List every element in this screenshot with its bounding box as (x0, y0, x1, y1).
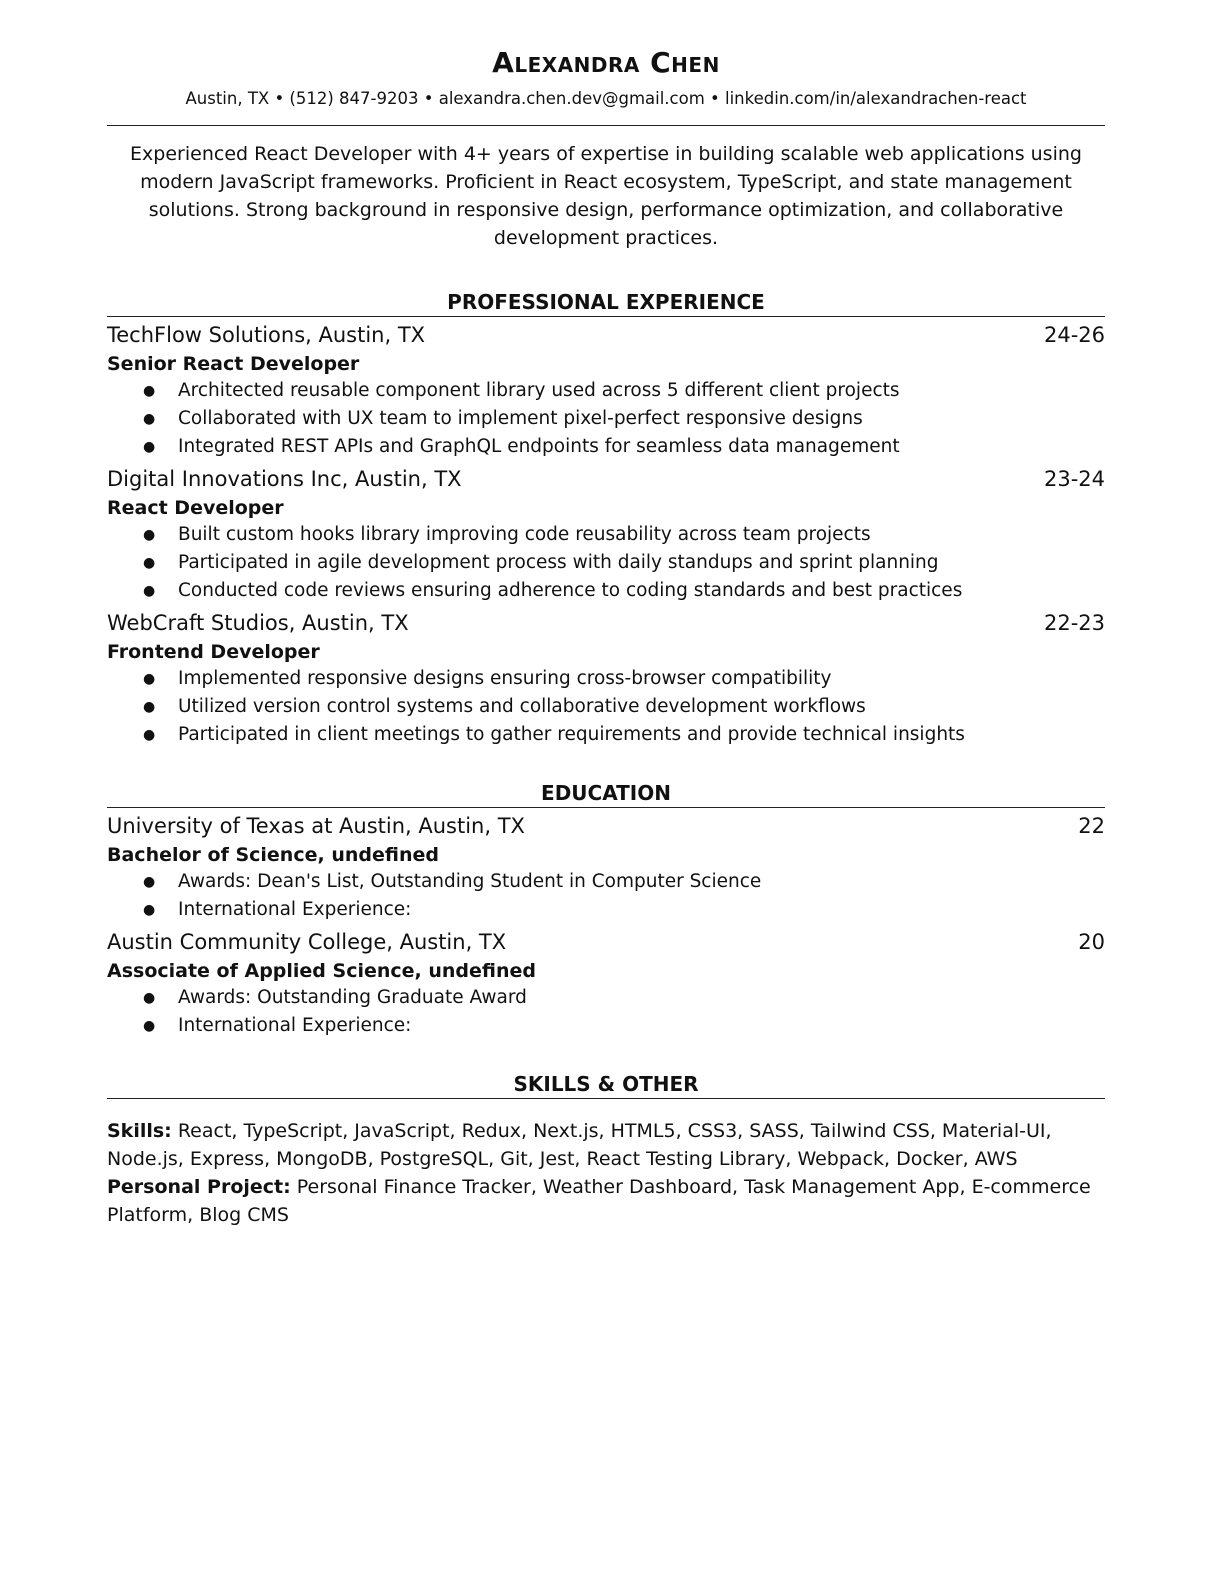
bullet-icon: ● (143, 671, 156, 687)
bullet-text: Built custom hooks library improving code reusability across team projects (178, 524, 871, 545)
education-section-title: EDUCATION (107, 779, 1105, 808)
job-title: Frontend Developer (107, 641, 320, 663)
project-list: Personal Finance Tracker, Weather Dashboard, Task Management App, E-commerce Platform, Blog CMS (107, 1176, 1091, 1226)
resume-header (107, 44, 1105, 112)
entry-heading (107, 463, 1105, 495)
project-line (107, 1173, 1105, 1229)
list-item (107, 868, 1105, 896)
bullet-icon: ● (143, 990, 156, 1006)
job-title: React Developer (107, 497, 284, 519)
bullet-text: Awards: Outstanding Graduate Award (178, 987, 527, 1008)
bullet-text: Participated in agile development process with daily standups and sprint planning (178, 552, 939, 573)
list-item (107, 984, 1105, 1012)
list-item (107, 433, 1105, 461)
project-label: Personal Project: (107, 1176, 291, 1198)
graduation-date: 20 (1078, 930, 1105, 954)
list-item (107, 693, 1105, 721)
list-item (107, 549, 1105, 577)
list-item (107, 377, 1105, 405)
contact-line: Austin, TX • (512) 847-9203 • alexandra.chen.dev@gmail.com • linkedin.com/in/alexandrachen-react (185, 89, 1027, 108)
degree-title: Bachelor of Science, undefined (107, 844, 439, 866)
bullet-icon: ● (143, 439, 156, 455)
employer-name: Digital Innovations Inc, Austin, TX (107, 467, 462, 491)
employer-name: WebCraft Studios, Austin, TX (107, 611, 409, 635)
bullet-list (107, 984, 1105, 1040)
entry-heading (107, 319, 1105, 351)
skills-line (107, 1117, 1105, 1173)
education-entry (107, 926, 1105, 1040)
degree-title: Associate of Applied Science, undefined (107, 960, 537, 982)
skills-label: Skills: (107, 1120, 172, 1142)
graduation-date: 22 (1078, 814, 1105, 838)
header-divider (107, 125, 1105, 126)
entry-heading (107, 926, 1105, 958)
bullet-icon: ● (143, 699, 156, 715)
list-item (107, 1012, 1105, 1040)
bullet-text: Utilized version control systems and collaborative development workflows (178, 696, 866, 717)
employment-dates: 22-23 (1043, 611, 1105, 635)
bullet-icon: ● (143, 383, 156, 399)
employment-dates: 24-26 (1043, 323, 1105, 347)
candidate-name: Alexandra Chen (492, 46, 720, 79)
bullet-icon: ● (143, 727, 156, 743)
list-item (107, 896, 1105, 924)
bullet-icon: ● (143, 583, 156, 599)
bullet-icon: ● (143, 902, 156, 918)
bullet-list (107, 521, 1105, 605)
school-name: Austin Community College, Austin, TX (107, 930, 507, 954)
experience-section-title: PROFESSIONAL EXPERIENCE (107, 288, 1105, 317)
bullet-list (107, 868, 1105, 924)
experience-entry (107, 607, 1105, 749)
bullet-text: Participated in client meetings to gather requirements and provide technical insights (178, 724, 965, 745)
bullet-text: Architected reusable component library used across 5 different client projects (178, 380, 900, 401)
experience-entry (107, 463, 1105, 605)
experience-entry (107, 319, 1105, 461)
list-item (107, 577, 1105, 605)
bullet-icon: ● (143, 874, 156, 890)
skills-list: React, TypeScript, JavaScript, Redux, Next.js, HTML5, CSS3, SASS, Tailwind CSS, Material-UI, Node.js, Express, MongoDB, PostgreSQL, Git, Jest, React Testing Library, Webpack, Docker, AWS (107, 1120, 1052, 1170)
bullet-text: International Experience: (178, 899, 412, 920)
bullet-text: Conducted code reviews ensuring adherence to coding standards and best practices (178, 580, 963, 601)
bullet-text: Implemented responsive designs ensuring cross-browser compatibility (178, 668, 832, 689)
employer-name: TechFlow Solutions, Austin, TX (107, 323, 426, 347)
list-item (107, 721, 1105, 749)
bullet-text: International Experience: (178, 1015, 412, 1036)
bullet-text: Collaborated with UX team to implement pixel-perfect responsive designs (178, 408, 863, 429)
education-entry (107, 810, 1105, 924)
bullet-icon: ● (143, 1018, 156, 1034)
list-item (107, 665, 1105, 693)
skills-section-title: SKILLS & OTHER (107, 1070, 1105, 1099)
entry-heading (107, 607, 1105, 639)
list-item (107, 405, 1105, 433)
employment-dates: 23-24 (1043, 467, 1105, 491)
bullet-icon: ● (143, 527, 156, 543)
bullet-text: Awards: Dean's List, Outstanding Student in Computer Science (178, 871, 762, 892)
bullet-icon: ● (143, 411, 156, 427)
bullet-icon: ● (143, 555, 156, 571)
bullet-text: Integrated REST APIs and GraphQL endpoints for seamless data management (178, 436, 900, 457)
list-item (107, 521, 1105, 549)
professional-summary: Experienced React Developer with 4+ years of expertise in building scalable web applications using modern JavaScript frameworks. Proficient in React ecosystem, TypeScript, and state management solutions. Strong background in responsive design, performance optimization, and collaborative development practices. (130, 143, 1082, 249)
job-title: Senior React Developer (107, 353, 360, 375)
skills-block (107, 1117, 1105, 1229)
school-name: University of Texas at Austin, Austin, TX (107, 814, 525, 838)
bullet-list (107, 665, 1105, 749)
bullet-list (107, 377, 1105, 461)
entry-heading (107, 810, 1105, 842)
